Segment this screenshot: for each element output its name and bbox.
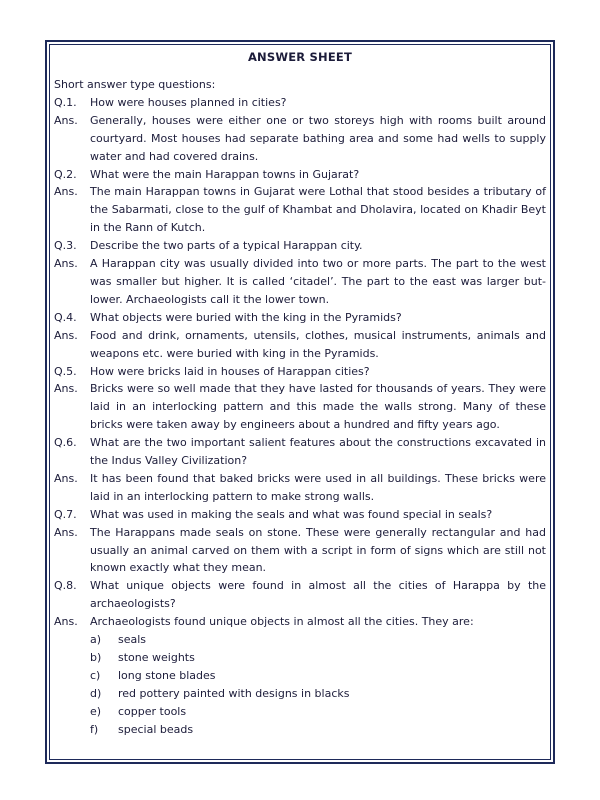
list-item xyxy=(90,667,546,685)
list-item xyxy=(90,649,546,667)
list-item-label: e) xyxy=(90,704,102,718)
item-text: Archaeologists found unique objects in almost all the cities. They are: xyxy=(90,615,474,629)
item-label: Ans. xyxy=(54,113,78,127)
item-text: Generally, houses were either one or two storeys high with rooms built around courtyard. Most houses had separate bathing area and some had wells to supply water and had covered drains. xyxy=(90,113,546,163)
item-label: Q.4. xyxy=(54,310,77,324)
page-title: ANSWER SHEET xyxy=(247,50,353,64)
item-text: What were the main Harappan towns in Gujarat? xyxy=(90,167,360,181)
item-label: Q.2. xyxy=(54,167,77,181)
item-text: Food and drink, ornaments, utensils, clothes, musical instruments, animals and weapons etc. were buried with king in the Pyramids. xyxy=(90,328,546,360)
question-6 xyxy=(54,434,546,470)
item-text: A Harappan city was usually divided into two or more parts. The part to the west was smaller but higher. It is called ‘citadel’. The part to the east was larger but-lower. Archaeologists call it the lower town. xyxy=(90,257,546,306)
answer-3 xyxy=(54,255,546,309)
item-label: Q.1. xyxy=(54,95,77,109)
answer-2 xyxy=(54,183,546,237)
item-text: Describe the two parts of a typical Harappan city. xyxy=(90,239,363,253)
item-text: The main Harappan towns in Gujarat were Lothal that stood besides a tributary of the Sabarmati, close to the gulf of Khambat and Dholavira, located on Khadir Beyt in the Rann of Kutch. xyxy=(90,185,546,235)
question-4 xyxy=(54,309,546,327)
item-label: Ans. xyxy=(54,615,78,629)
question-1 xyxy=(54,94,546,112)
list-item xyxy=(90,703,546,721)
answer-5 xyxy=(54,380,546,434)
item-text: How were houses planned in cities? xyxy=(90,95,287,109)
item-text: What was used in making the seals and what was found special in seals? xyxy=(90,507,493,521)
question-2 xyxy=(54,166,546,184)
list-item-label: f) xyxy=(90,722,99,736)
list-item xyxy=(90,631,546,649)
list-item xyxy=(90,721,546,739)
answer-6 xyxy=(54,470,546,506)
item-label: Ans. xyxy=(54,471,78,485)
answer-1 xyxy=(54,112,546,166)
section-intro: Short answer type questions: xyxy=(54,78,216,91)
item-label: Ans. xyxy=(54,382,78,396)
list-item-text: seals xyxy=(118,633,147,647)
list-item-label: c) xyxy=(90,668,101,682)
item-label: Q.7. xyxy=(54,507,77,521)
item-label: Ans. xyxy=(54,257,78,271)
item-label: Q.5. xyxy=(54,364,77,378)
list-item-text: special beads xyxy=(118,722,194,736)
item-text: What unique objects were found in almost all the cities of Harappa by the archaeologists? xyxy=(90,579,546,611)
item-label: Q.8. xyxy=(54,579,77,593)
list-item-text: copper tools xyxy=(118,704,187,718)
item-label: Q.6. xyxy=(54,436,77,450)
item-text: What are the two important salient features about the constructions excavated in the Indus Valley Civilization? xyxy=(90,436,546,468)
item-text: Bricks were so well made that they have lasted for thousands of years. They were laid in an interlocking pattern and this made the walls strong. Many of these bricks were taken away by engineers about a hundred and fifty years ago. xyxy=(90,382,546,432)
list-item-text: long stone blades xyxy=(118,668,216,682)
question-3 xyxy=(54,237,546,255)
item-text: How were bricks laid in houses of Harappan cities? xyxy=(90,364,370,378)
question-5 xyxy=(54,363,546,381)
answer-8 xyxy=(54,613,546,631)
list-item-label: a) xyxy=(90,633,102,647)
answer-4 xyxy=(54,327,546,363)
item-text: It has been found that baked bricks were used in all buildings. These bricks were laid in an interlocking pattern to make strong walls. xyxy=(90,471,546,503)
answer-8-list xyxy=(90,631,546,738)
item-label: Ans. xyxy=(54,525,78,539)
list-item-text: red pottery painted with designs in blacks xyxy=(118,686,350,700)
list-item xyxy=(90,685,546,703)
item-label: Ans. xyxy=(54,328,78,342)
item-label: Q.3. xyxy=(54,239,77,253)
question-8 xyxy=(54,577,546,613)
item-text: The Harappans made seals on stone. These were generally rectangular and had usually an animal carved on them with a script in form of signs which are still not known exactly what they mean. xyxy=(90,525,546,575)
item-text: What objects were buried with the king in the Pyramids? xyxy=(90,310,402,324)
list-item-label: d) xyxy=(90,686,102,700)
answer-sheet-content xyxy=(54,76,546,739)
answer-7 xyxy=(54,524,546,578)
question-7 xyxy=(54,506,546,524)
list-item-label: b) xyxy=(90,651,102,664)
list-item-text: stone weights xyxy=(118,651,195,664)
item-label: Ans. xyxy=(54,185,78,199)
